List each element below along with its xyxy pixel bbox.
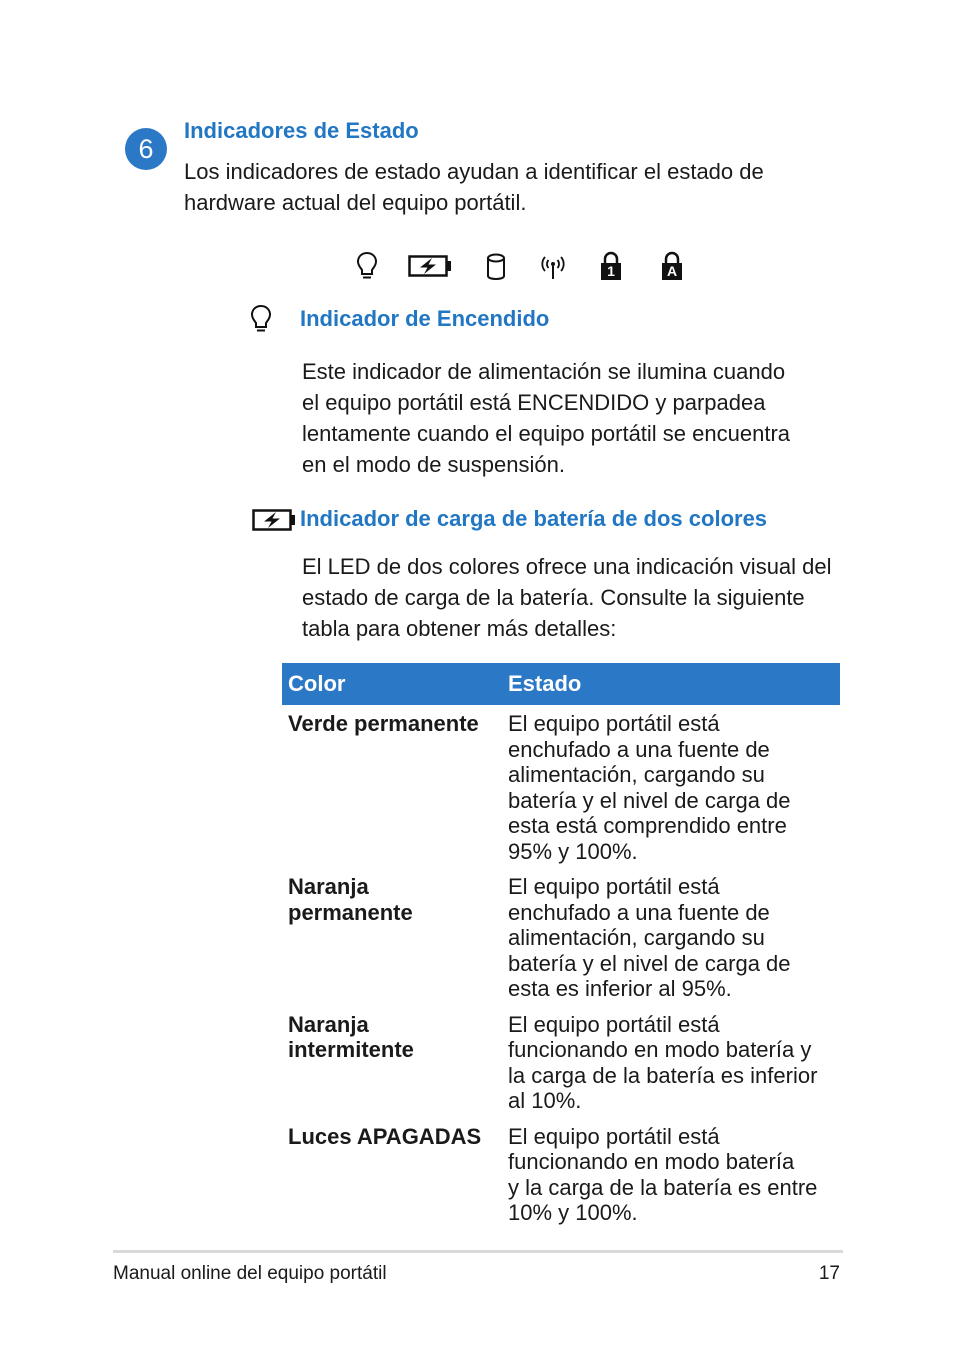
cell-line: 95% y 100%. bbox=[508, 838, 638, 864]
caps-lock-icon bbox=[661, 251, 683, 281]
table-row bbox=[282, 705, 840, 874]
cell-line: El equipo portátil está bbox=[508, 1123, 720, 1149]
wireless-icon bbox=[540, 253, 566, 281]
text-line: Este indicador de alimentación se ilumina cuando bbox=[302, 359, 786, 384]
power-indicator-description bbox=[302, 356, 790, 480]
color-cell bbox=[282, 874, 502, 1012]
column-header-color: Color bbox=[282, 663, 502, 705]
color-cell bbox=[282, 1124, 502, 1226]
table-header-row bbox=[282, 663, 840, 705]
cell-line: Luces APAGADAS bbox=[288, 1123, 482, 1149]
cell-line: permanente bbox=[288, 899, 413, 925]
cell-line: funcionando en modo batería bbox=[508, 1149, 795, 1174]
section-title: Indicadores de Estado bbox=[184, 118, 419, 143]
intro-line: Los indicadores de estado ayudan a identificar el estado de bbox=[184, 159, 764, 184]
table-row bbox=[282, 1124, 840, 1226]
status-cell bbox=[502, 1012, 840, 1124]
cell-line: intermitente bbox=[288, 1037, 414, 1062]
indicator-icon-row bbox=[350, 251, 690, 283]
status-cell bbox=[502, 1124, 840, 1226]
caps-lock-label: A bbox=[666, 263, 678, 279]
cell-line: y la carga de la batería es entre bbox=[508, 1174, 818, 1200]
battery-indicator-title: Indicador de carga de batería de dos colores bbox=[300, 506, 768, 531]
column-header-status: Estado bbox=[502, 663, 840, 705]
cell-line: al 10%. bbox=[508, 1088, 582, 1113]
battery-charge-icon bbox=[252, 509, 296, 531]
text-line: El LED de dos colores ofrece una indicación visual del bbox=[302, 554, 832, 579]
cell-line: enchufado a una fuente de bbox=[508, 899, 770, 925]
cell-line: enchufado a una fuente de bbox=[508, 736, 770, 762]
num-lock-icon bbox=[600, 251, 622, 281]
color-cell bbox=[282, 705, 502, 874]
footer-divider bbox=[113, 1250, 843, 1253]
power-icon bbox=[250, 304, 272, 334]
num-lock-label: 1 bbox=[607, 263, 615, 279]
status-cell bbox=[502, 705, 840, 874]
intro-line: hardware actual del equipo portátil. bbox=[184, 190, 527, 215]
text-line: tabla para obtener más detalles: bbox=[302, 616, 617, 641]
drive-icon bbox=[486, 253, 506, 281]
color-cell bbox=[282, 1012, 502, 1124]
cell-line: batería y el nivel de carga de bbox=[508, 787, 791, 813]
page-number: 17 bbox=[818, 1263, 840, 1284]
battery-charge-icon bbox=[408, 255, 452, 277]
battery-status-table bbox=[282, 663, 840, 1226]
cell-line: la carga de la batería es inferior bbox=[508, 1062, 818, 1088]
section-number-badge: 6 bbox=[125, 128, 167, 170]
cell-line: esta es inferior al 95%. bbox=[508, 976, 732, 1001]
cell-line: El equipo portátil está bbox=[508, 1011, 720, 1037]
text-line: el equipo portátil está ENCENDIDO y parpadea bbox=[302, 390, 766, 415]
cell-line: batería y el nivel de carga de bbox=[508, 950, 791, 976]
status-cell bbox=[502, 874, 840, 1012]
power-indicator-title: Indicador de Encendido bbox=[300, 306, 550, 331]
cell-line: El equipo portátil está bbox=[508, 874, 720, 899]
cell-line: esta está comprendido entre bbox=[508, 813, 787, 838]
cell-line: Naranja bbox=[288, 874, 369, 899]
footer-manual-title: Manual online del equipo portátil bbox=[113, 1263, 387, 1284]
battery-indicator-description bbox=[302, 551, 832, 644]
cell-line: funcionando en modo batería y bbox=[508, 1037, 812, 1062]
cell-line: alimentación, cargando su bbox=[508, 762, 765, 787]
cell-line: 10% y 100%. bbox=[508, 1200, 638, 1225]
text-line: lentamente cuando el equipo portátil se encuentra bbox=[302, 421, 791, 446]
text-line: en el modo de suspensión. bbox=[302, 452, 565, 477]
power-icon bbox=[356, 251, 378, 281]
table-row bbox=[282, 874, 840, 1012]
cell-line: Naranja bbox=[288, 1011, 369, 1037]
cell-line: El equipo portátil está bbox=[508, 711, 720, 736]
table-row bbox=[282, 1012, 840, 1124]
text-line: estado de carga de la batería. Consulte la siguiente bbox=[302, 585, 805, 610]
cell-line: Verde permanente bbox=[288, 711, 479, 736]
cell-line: alimentación, cargando su bbox=[508, 925, 765, 950]
section-intro bbox=[184, 156, 764, 218]
